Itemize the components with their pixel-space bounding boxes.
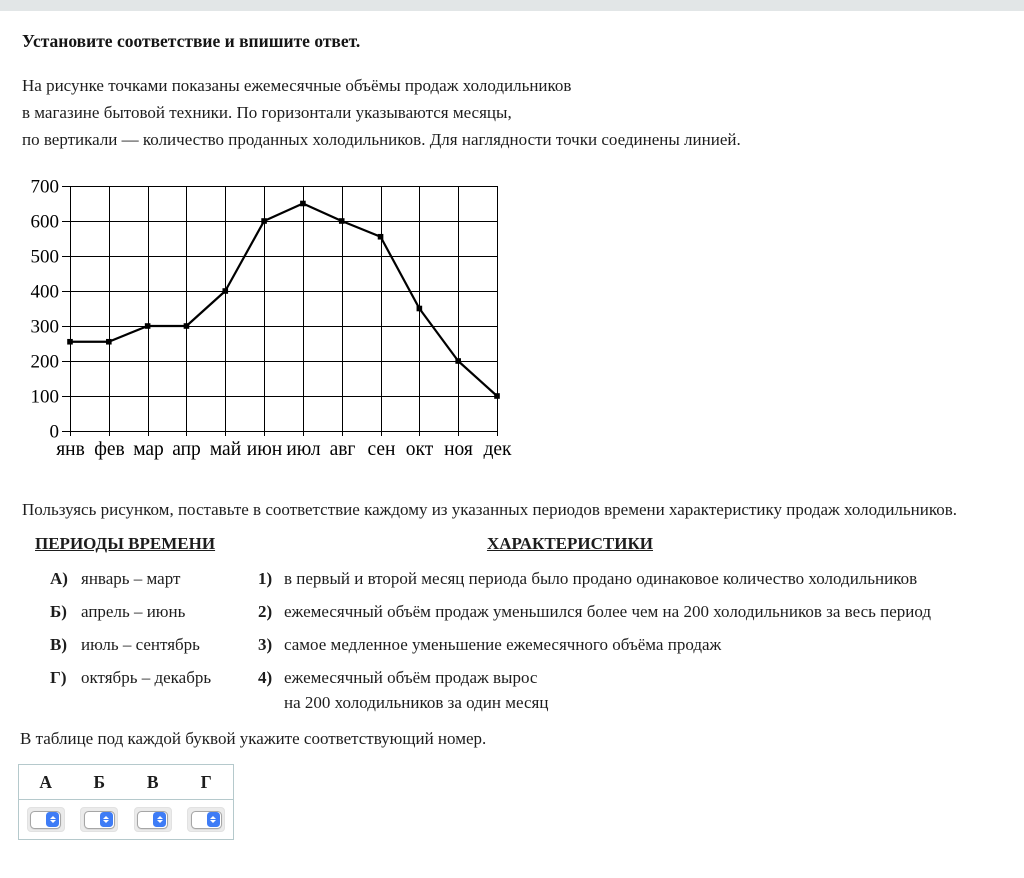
x-tick-label: авг	[329, 439, 356, 460]
characteristic-text: ежемесячный объём продаж вырос	[284, 668, 538, 687]
sales-line	[70, 204, 497, 397]
sales-line-chart	[22, 173, 532, 465]
x-tick-label: дек	[483, 439, 512, 460]
intro-paragraph	[22, 72, 1002, 153]
data-point-marker	[417, 306, 423, 312]
period-a	[22, 570, 258, 588]
period-g	[22, 669, 258, 687]
select-stepper-icon	[100, 812, 113, 827]
answer-select-a[interactable]	[27, 807, 65, 832]
periods-header: ПЕРИОДЫ ВРЕМЕНИ	[35, 534, 216, 553]
answer-table-header	[19, 765, 233, 800]
y-tick-label: 700	[30, 176, 59, 198]
period-text: январь – март	[81, 569, 181, 588]
data-point-marker	[455, 358, 461, 364]
characteristic-text-line2: на 200 холодильников за один месяц	[284, 693, 549, 712]
characteristic-number: 1)	[258, 569, 273, 588]
characteristics-header: ХАРАКТЕРИСТИКИ	[486, 534, 654, 553]
data-point-marker	[184, 323, 190, 329]
y-tick-label: 100	[30, 386, 59, 408]
answer-select-g[interactable]	[187, 807, 225, 832]
data-point-marker	[378, 234, 384, 240]
y-tick-label: 300	[30, 316, 59, 338]
matching-row-v	[22, 636, 1002, 654]
period-letter: Г)	[50, 668, 67, 687]
period-letter: А)	[50, 569, 68, 588]
characteristic-2	[258, 603, 1002, 621]
characteristic-3	[258, 636, 1002, 654]
data-point-marker	[261, 218, 267, 224]
y-tick-label: 400	[30, 281, 59, 303]
intro-line-1: На рисунке точками показаны ежемесячные объёмы продаж холодильников	[22, 76, 572, 95]
characteristic-text: самое медленное уменьшение ежемесячного объёма продаж	[284, 635, 722, 654]
period-v	[22, 636, 258, 654]
y-tick-label: 0	[49, 421, 59, 443]
answer-select-v[interactable]	[134, 807, 172, 832]
y-tick-label: 500	[30, 246, 59, 268]
answer-table-caption: В таблице под каждой буквой укажите соответствующий номер.	[20, 729, 487, 748]
intro-line-3: по вертикали — количество проданных холодильников. Для наглядности точки соединены линией.	[22, 130, 741, 149]
x-tick-label: окт	[405, 439, 434, 460]
x-tick-label: сен	[367, 439, 396, 460]
intro-line-2: в магазине бытовой техники. По горизонтали указываются месяцы,	[22, 103, 512, 122]
top-bar	[0, 0, 1024, 11]
answer-select-b[interactable]	[80, 807, 118, 832]
matching-row-g	[22, 669, 1002, 712]
x-tick-label: фев	[94, 439, 125, 460]
characteristic-number: 3)	[258, 635, 273, 654]
matching-section	[22, 533, 1002, 712]
characteristic-number: 4)	[258, 668, 273, 687]
period-text: октябрь – декабрь	[81, 668, 212, 687]
period-text: апрель – июнь	[81, 602, 186, 621]
data-point-marker	[222, 288, 228, 294]
select-stepper-icon	[207, 812, 220, 827]
matching-row-b	[22, 603, 1002, 621]
period-letter: В)	[50, 635, 67, 654]
answer-column-v: В	[146, 771, 159, 792]
x-tick-label: янв	[56, 439, 85, 460]
characteristic-4	[258, 669, 1002, 712]
x-tick-label: ноя	[444, 439, 473, 460]
x-tick-label: июн	[246, 439, 283, 460]
x-tick-label: июл	[286, 439, 321, 460]
x-tick-label: апр	[172, 439, 201, 460]
characteristic-number: 2)	[258, 602, 273, 621]
task-page	[0, 30, 1024, 840]
answer-column-b: Б	[93, 771, 106, 792]
characteristic-text: в первый и второй месяц периода было продано одинаковое количество холодильников	[284, 569, 918, 588]
y-tick-label: 600	[30, 211, 59, 233]
characteristic-text: ежемесячный объём продаж уменьшился более чем на 200 холодильников за весь период	[284, 602, 932, 621]
period-text: июль – сентябрь	[81, 635, 200, 654]
data-point-marker	[339, 218, 345, 224]
matching-row-a	[22, 570, 1002, 588]
period-letter: Б)	[50, 602, 67, 621]
data-point-marker	[67, 339, 73, 345]
data-point-marker	[145, 323, 151, 329]
answer-table-body	[19, 800, 233, 839]
page-title: Установите соответствие и впишите ответ.	[22, 31, 361, 51]
y-tick-label: 200	[30, 351, 59, 373]
select-stepper-icon	[46, 812, 59, 827]
chart-container	[22, 173, 1002, 470]
x-tick-label: мар	[133, 439, 164, 460]
select-stepper-icon	[153, 812, 166, 827]
task-instruction: Пользуясь рисунком, поставьте в соответствие каждому из указанных периодов времени характеристику продаж холодильников.	[22, 500, 958, 519]
answer-column-a: А	[39, 771, 53, 792]
data-point-marker	[494, 393, 500, 399]
characteristic-1	[258, 570, 1002, 588]
period-b	[22, 603, 258, 621]
matching-headers	[22, 533, 1002, 555]
data-point-marker	[300, 201, 306, 207]
answer-table	[18, 764, 234, 840]
x-tick-label: май	[209, 439, 242, 460]
answer-column-g: Г	[200, 771, 212, 792]
data-point-marker	[106, 339, 112, 345]
